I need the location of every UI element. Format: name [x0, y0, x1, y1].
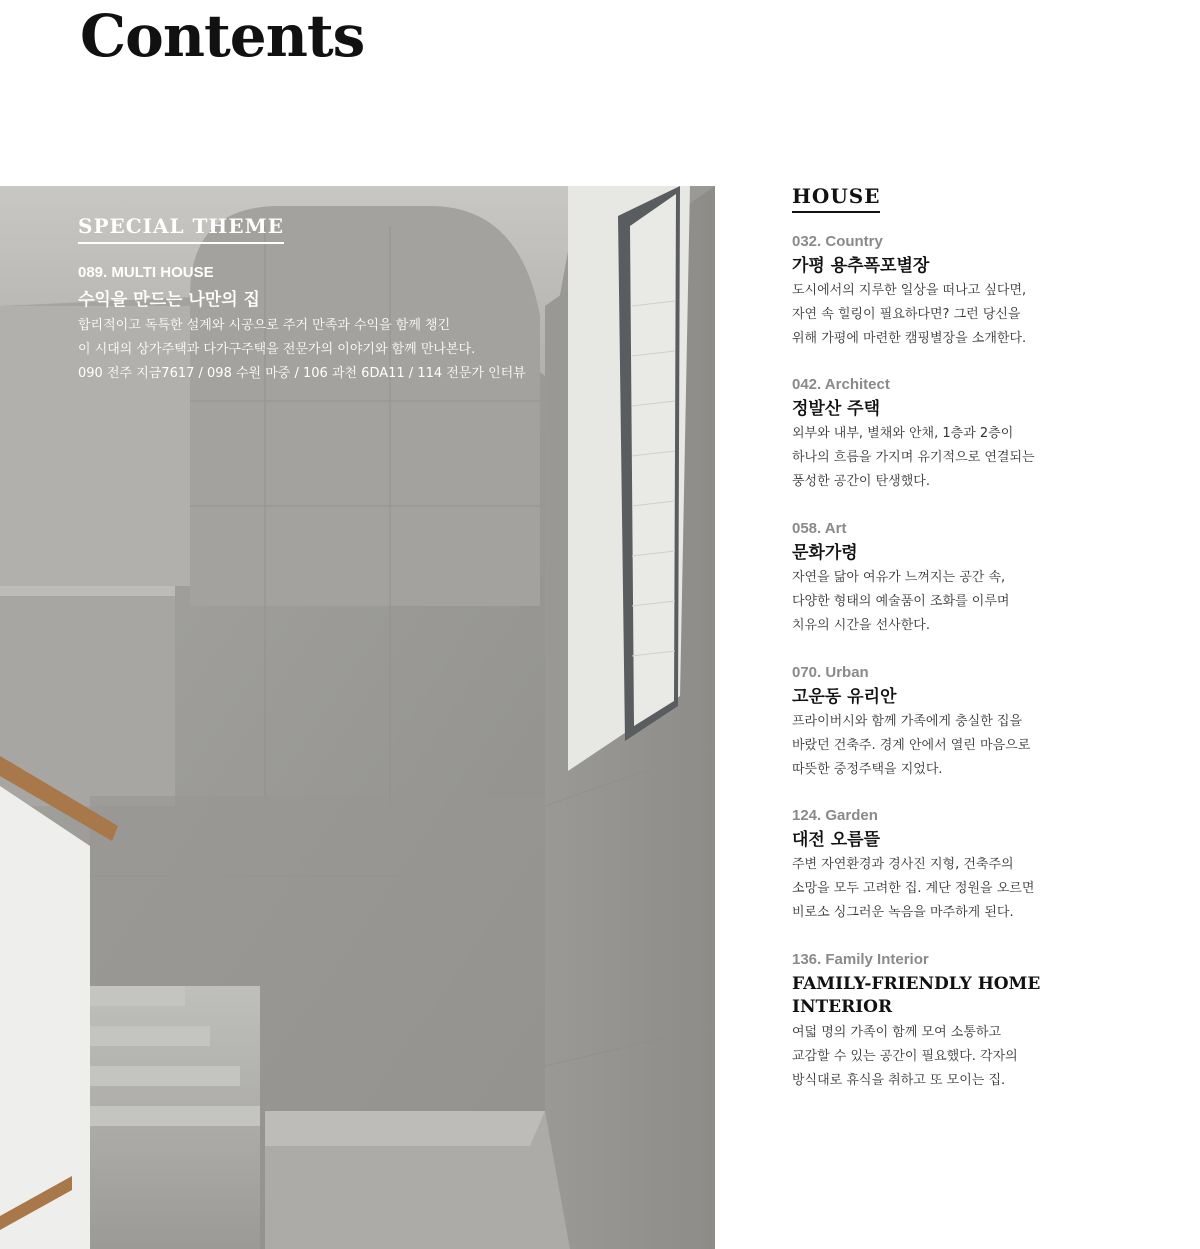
entry-description: 자연을 닮아 여유가 느껴지는 공간 속, 다양한 형태의 예술품이 조화를 이루며 치유의 시간을 선사한다. — [792, 570, 1010, 633]
entry-description: 외부와 내부, 별채와 안채, 1층과 2층이 하나의 흐름을 가지며 유기적으로 연결되는 풍성한 공간이 탄생했다. — [792, 426, 1035, 489]
entry-description: 도시에서의 지루한 일상을 떠나고 싶다면, 자연 속 힐링이 필요하다면? 그런 당신을 위해 가평에 마련한 캠핑별장을 소개한다. — [792, 283, 1027, 346]
house-heading: HOUSE — [792, 184, 880, 213]
special-theme-description: 합리적이고 독특한 설계와 시공으로 주거 만족과 수익을 함께 챙긴 이 시대의 상가주택과 다가구주택을 전문가의 이야기와 함께 만나본다. 090 전주 지금7617 / 098 수원 마중 / 106 과천 6DA11 / 114 전문가 인터뷰 — [78, 318, 526, 381]
entry-number: 124. Garden — [792, 807, 878, 824]
entry-title: 대전 오름뜰 — [792, 830, 881, 850]
house-entry-family-interior[interactable] — [792, 950, 1072, 1093]
entry-number: 058. Art — [792, 520, 847, 537]
house-entry-architect[interactable] — [792, 375, 1072, 494]
entry-number: 032. Country — [792, 233, 883, 250]
entry-description: 프라이버시와 함께 가족에게 충실한 집을 바랐던 건축주. 경계 안에서 열린 마음으로 따뜻한 중정주택을 지었다. — [792, 714, 1031, 777]
entry-title: 고운동 유리안 — [792, 687, 897, 707]
entry-description: 여덟 명의 가족이 함께 모여 소통하고 교감할 수 있는 공간이 필요했다. 각자의 방식대로 휴식을 취하고 또 모이는 집. — [792, 1025, 1018, 1088]
entry-title: 정발산 주택 — [792, 399, 881, 419]
house-entry-urban[interactable] — [792, 663, 1072, 782]
house-entry-country[interactable] — [792, 232, 1072, 351]
house-entry-art[interactable] — [792, 519, 1072, 638]
house-entry-garden[interactable] — [792, 806, 1072, 925]
entry-title: FAMILY-FRIENDLY HOME INTERIOR — [792, 974, 1041, 1017]
page-title: Contents — [80, 2, 365, 70]
entry-description: 주변 자연환경과 경사진 지형, 건축주의 소망을 모두 고려한 집. 계단 정원을 오르면 비로소 싱그러운 녹음을 마주하게 된다. — [792, 857, 1035, 920]
entry-number: 136. Family Interior — [792, 951, 929, 968]
special-theme-heading: SPECIAL THEME — [78, 214, 284, 244]
entry-title: 문화가령 — [792, 543, 858, 563]
entry-number: 042. Architect — [792, 376, 890, 393]
special-theme-title: 수익을 만드는 나만의 집 — [78, 290, 260, 310]
special-theme-number: 089. MULTI HOUSE — [78, 264, 214, 281]
house-section — [792, 184, 1072, 1088]
entry-title: 가평 용추폭포별장 — [792, 256, 930, 276]
special-theme-section — [78, 214, 558, 386]
entry-number: 070. Urban — [792, 664, 869, 681]
